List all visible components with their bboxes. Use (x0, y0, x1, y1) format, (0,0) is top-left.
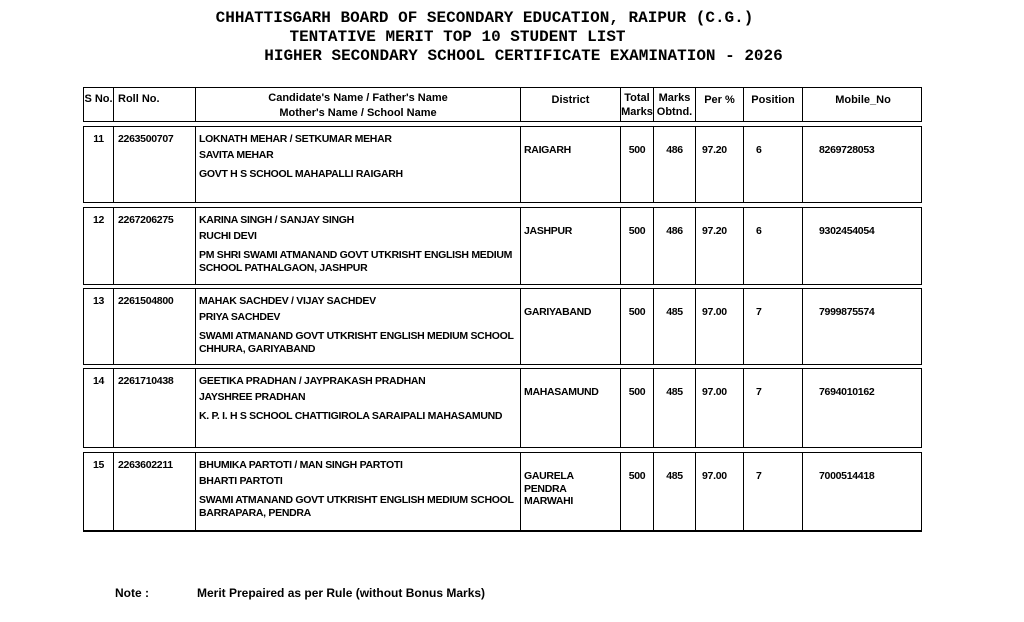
header-mobile: Mobile_No (835, 94, 891, 106)
header-total-line1: Total (624, 92, 650, 104)
header-district: District (521, 88, 621, 121)
table-header-row (83, 87, 922, 122)
exam-title: HIGHER SECONDARY SCHOOL CERTIFICATE EXAMINATION - 2026 (264, 47, 783, 65)
cell-per: 97.00 (696, 453, 744, 530)
cell-candidate (196, 289, 521, 364)
cell-position: 6 (744, 127, 803, 202)
table-row (83, 368, 922, 448)
cell-candidate (196, 127, 521, 202)
table-row (83, 207, 922, 285)
cell-marks-obtained: 486 (654, 127, 696, 202)
candidate-father-name: MAHAK SACHDEV / VIJAY SACHDEV (199, 295, 376, 307)
cell-mobile: 7000514418 (819, 470, 875, 482)
mother-name: SAVITA MEHAR (199, 149, 274, 161)
mother-name: BHARTI PARTOTI (199, 475, 283, 487)
cell-marks-obtained: 485 (654, 369, 696, 447)
candidate-father-name: LOKNATH MEHAR / SETKUMAR MEHAR (199, 133, 392, 145)
header-candidate-name (196, 88, 521, 121)
candidate-father-name: BHUMIKA PARTOTI / MAN SINGH PARTOTI (199, 459, 403, 471)
report-subtitle: TENTATIVE MERIT TOP 10 STUDENT LIST (289, 28, 626, 46)
cell-position: 6 (744, 208, 803, 284)
cell-s-no: 15 (84, 453, 114, 530)
cell-candidate (196, 453, 521, 530)
cell-total-marks: 500 (621, 369, 654, 447)
cell-total-marks: 500 (621, 453, 654, 530)
header-per: Per % (696, 88, 744, 121)
cell-s-no: 13 (84, 289, 114, 364)
cell-per: 97.00 (696, 289, 744, 364)
cell-district: MAHASAMUND (521, 369, 621, 447)
school-name: K. P. I. H S SCHOOL CHATTIGIROLA SARAIPALI MAHASAMUND (199, 410, 503, 422)
header-position: Position (744, 88, 803, 121)
header-marks-obtained (654, 88, 696, 121)
report-title-block (83, 9, 922, 66)
cell-candidate (196, 369, 521, 447)
school-name: SWAMI ATMANAND GOVT UTKRISHT ENGLISH MEDIUM SCHOOL BARRAPARA, PENDRA (199, 494, 514, 519)
cell-district: GARIYABAND (521, 289, 621, 364)
candidate-father-name: GEETIKA PRADHAN / JAYPRAKASH PRADHAN (199, 375, 426, 387)
mother-name: JAYSHREE PRADHAN (199, 391, 306, 403)
cell-position: 7 (744, 369, 803, 447)
school-name: SWAMI ATMANAND GOVT UTKRISHT ENGLISH MEDIUM SCHOOL CHHURA, GARIYABAND (199, 330, 514, 355)
cell-roll-no: 2263602211 (114, 453, 196, 530)
merit-table (83, 87, 922, 532)
cell-per: 97.20 (696, 208, 744, 284)
cell-marks-obtained: 485 (654, 453, 696, 530)
header-s-no: S No. (84, 88, 114, 121)
note-label: Note : (115, 586, 149, 600)
cell-mobile: 9302454054 (819, 225, 875, 237)
cell-roll-no: 2261710438 (114, 369, 196, 447)
header-candidate-line2: Mother's Name / School Name (279, 107, 437, 119)
cell-roll-no: 2267206275 (114, 208, 196, 284)
header-roll-no: Roll No. (114, 88, 196, 121)
table-row (83, 126, 922, 203)
mother-name: PRIYA SACHDEV (199, 311, 281, 323)
header-total-line2: Marks (621, 106, 653, 118)
header-obtained-line1: Marks (658, 92, 691, 104)
header-candidate-line1: Candidate's Name / Father's Name (268, 92, 448, 104)
cell-position: 7 (744, 453, 803, 530)
cell-roll-no: 2263500707 (114, 127, 196, 202)
school-name: PM SHRI SWAMI ATMANAND GOVT UTKRISHT ENGLISH MEDIUM SCHOOL PATHALGAON, JASHPUR (199, 249, 513, 274)
cell-per: 97.00 (696, 369, 744, 447)
cell-mobile: 7999875574 (819, 306, 875, 318)
cell-per: 97.20 (696, 127, 744, 202)
header-total-marks (621, 88, 654, 121)
cell-s-no: 14 (84, 369, 114, 447)
table-row (83, 452, 922, 532)
cell-district: GAURELA PENDRA MARWAHI (521, 453, 621, 530)
cell-s-no: 11 (84, 127, 114, 202)
cell-district: JASHPUR (521, 208, 621, 284)
candidate-father-name: KARINA SINGH / SANJAY SINGH (199, 214, 354, 226)
cell-s-no: 12 (84, 208, 114, 284)
header-obtained-line2: Obtnd. (656, 106, 693, 118)
board-title: CHHATTISGARH BOARD OF SECONDARY EDUCATION, RAIPUR (C.G.) (215, 9, 754, 27)
cell-position: 7 (744, 289, 803, 364)
cell-roll-no: 2261504800 (114, 289, 196, 364)
cell-district: RAIGARH (521, 127, 621, 202)
cell-marks-obtained: 486 (654, 208, 696, 284)
cell-total-marks: 500 (621, 127, 654, 202)
table-row (83, 288, 922, 365)
school-name: GOVT H S SCHOOL MAHAPALLI RAIGARH (199, 168, 403, 180)
note-text: Merit Prepaired as per Rule (without Bonus Marks) (197, 586, 486, 600)
cell-total-marks: 500 (621, 289, 654, 364)
cell-total-marks: 500 (621, 208, 654, 284)
footer-note (0, 586, 1024, 606)
cell-mobile: 7694010162 (819, 386, 875, 398)
cell-mobile: 8269728053 (819, 144, 875, 156)
mother-name: RUCHI DEVI (199, 230, 257, 242)
cell-marks-obtained: 485 (654, 289, 696, 364)
cell-candidate (196, 208, 521, 284)
